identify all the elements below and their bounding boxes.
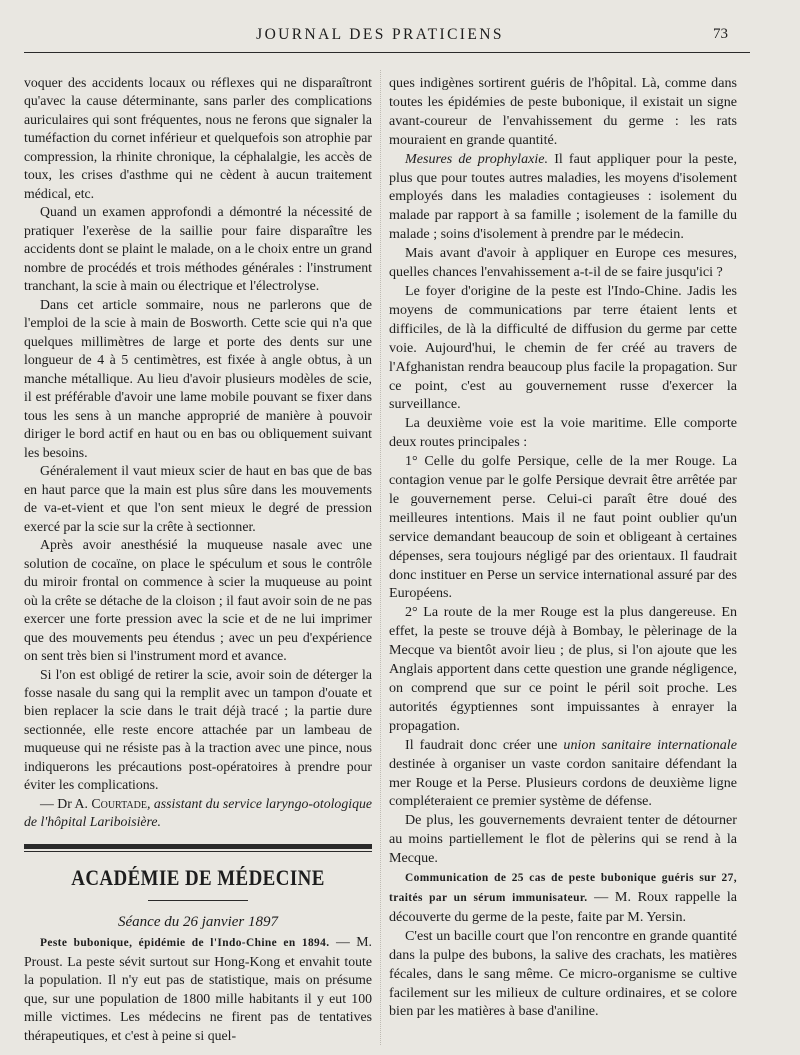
- paragraph: ques indigènes sortirent guéris de l'hôpital. Là, comme dans toutes les épidémies de peste bubonique, il existait un signe avant-coureur de l'envahissement du germe : les rats mouraient en grande quantité.: [389, 75, 737, 148]
- left-column: [24, 74, 372, 1045]
- header-rule: [24, 52, 750, 53]
- paragraph: Mais avant d'avoir à appliquer en Europe ces mesures, quelles chances l'envahissement a-t-il de se faire jusqu'ici ?: [389, 245, 737, 281]
- paragraph: Mesures de prophylaxie. Il faut appliquer pour la peste, plus que pour toutes autres maladies, les moyens d'isolement employés dans les maladies contagieuses : isolement du malade par rapport à sa famille ; isolement de la famille du malade ; soins d'isolement à prendre par le médecin.: [389, 150, 737, 243]
- paragraph: Généralement il vaut mieux scier de haut en bas que de bas en haut parce que la main est plus sûre dans les mouvements de va-et-vient et que l'on sent mieux le degré de pression exercé par la scie sur la crête à sectionner.: [24, 463, 372, 534]
- journal-title: JOURNAL DES PRATICIENS: [256, 26, 504, 43]
- paragraph: Quand un examen approfondi a démontré la nécessité de pratiquer l'exerèse de la saillie pour faire disparaître les accidents dont se plaint le malade, on a le choix entre un grand nombre de procédés et trois méthodes générales : l'instrument tranchant, la scie à main ou électrique et l'électrolyse.: [24, 204, 372, 294]
- column-divider: [380, 70, 381, 1045]
- paragraph: De plus, les gouvernements devraient tenter de détourner au moins partiellement le flot de pèlerins qui se rend à la Mecque.: [389, 812, 737, 867]
- section-rule: [24, 844, 372, 849]
- item-author: M. Roux: [614, 888, 669, 905]
- title-rule: [148, 900, 248, 901]
- page-header: [0, 24, 800, 48]
- item-author: M. Proust.: [24, 934, 372, 969]
- paragraph: Il faudrait donc créer une union sanitaire internationale destinée à organiser un vaste cordon sanitaire défendant la mer Rouge et la Perse. Plusieurs cordons de deuxième ligne compléteraient ce premier système de défense.: [389, 736, 737, 810]
- paragraph: Après avoir anesthésié la muqueuse nasale avec une solution de cocaïne, on place le spéculum et sous le contrôle du miroir frontal on commence à scier la muqueuse au point où la crête se détache de la cloison ; il faut avoir soin de ne pas exercer une forte pression avec la scie et de ne lui imprimer que des mouvements peu étendus ; avec un peu d'expérience on sent très bien si l'instrument mord et avance.: [24, 537, 372, 664]
- paragraph: C'est un bacille court que l'on rencontre en grande quantité dans la pulpe des bubons, la salive des crachats, les matières fécales, dans le sang même. Ce micro-organisme se cultive facilement sur les milieux de culture ordinaires, et se colore bien par les matières à base d'aniline.: [389, 927, 737, 1020]
- right-column: [389, 74, 737, 1021]
- paragraph: Le foyer d'origine de la peste est l'Indo-Chine. Jadis les moyens de communications par terre étaient lents et difficiles, de là la difficulté de diffusion du germe par cette voie. Aujourd'hui, le chemin de fer créé au travers de l'Afghanistan rendra beaucoup plus facile la propagation. Sur ce point, c'est au gouvernement russe d'exercer la surveillance.: [389, 282, 737, 413]
- paragraph: Dans cet article sommaire, nous ne parlerons que de l'emploi de la scie à main de Bosworth. Cette scie qui n'a que quelques millimètres de large et porte des dents sur une longueur de 4 à 5 centimètres, est fixée à angle obtus, à un manche métallique. Au lieu d'avoir plusieurs modèles de scie, il est préférable d'avoir une lame mobile pouvant se fixer dans tous les sens à un manche approprié de manière à pouvoir diriger le bord actif en haut ou en bas ou obliquement suivant les besoins.: [24, 296, 372, 460]
- paragraph: voquer des accidents locaux ou réflexes qui ne disparaîtront qu'avec la cause déterminante, sans parler des complications auriculaires qui sont fréquentes, nous ne ferons que signaler la tuméfaction du cornet inférieur et quelquefois son atrophie par compression, la rhinite chronique, la céphalalgie, les accès de toux, les crises d'asthme qui ne cèdent à aucun traitement médical, etc.: [24, 75, 372, 201]
- author-name: Courtade: [91, 795, 147, 811]
- session-date: Séance du 26 janvier 1897: [118, 913, 278, 930]
- article-signature: — Dr A. Courtade, assistant du service laryngo-otologique de l'hôpital Lariboisière.: [24, 795, 372, 830]
- paragraph: Si l'on est obligé de retirer la scie, avoir soin de déterger la fosse nasale du sang qui la remplit avec un tampon d'ouate et bien replacer la scie dans le trait déjà tracé ; la partie dure sectionnée, elle reste encore attachée par un lambeau de muqueuse qui ne résiste pas à la traction avec une pince, nous indiquerons les précautions post-opératoires à prendre pour éviter les complications.: [24, 666, 372, 793]
- section-title: ACADÉMIE DE MÉDECINE: [71, 864, 325, 890]
- paragraph: La deuxième voie est la voie maritime. Elle comporte deux routes principales :: [389, 415, 737, 451]
- section-rule-thin: [24, 851, 372, 852]
- item-heading: Peste bubonique, épidémie de l'Indo-Chine en 1894.: [40, 937, 330, 950]
- paragraph: 2° La route de la mer Rouge est la plus dangereuse. En effet, la peste se trouve déjà à Bombay, le pèlerinage de la Mecque va bientôt avoir lieu ; de plus, si l'on ajoute que les Anglais apportent dans cette question une grande négligence, on comprend que sur ce point le péril soit proche. Les autorités égyptiennes sont impuissantes à enrayer la propagation.: [389, 604, 737, 734]
- paragraph: 1° Celle du golfe Persique, celle de la mer Rouge. La contagion venue par le golfe Persique devrait être arrêtée par le gouvernement perse. Celui-ci paraît être doué des meilleures intentions. Mais il ne faut point oublier qu'un service demandant beaucoup de soin et obligeant à certaines dépenses, sera toujours négligé par des orientaux. Il faudrait donc instituer en Perse un service international assuré par des Européens.: [389, 453, 737, 602]
- communication-item: Communication de 25 cas de peste bubonique guéris sur 27, traités par un sérum immunisateur. — M. Roux rappelle la découverte du germe de la peste, faite par M. Yersin.: [389, 872, 738, 925]
- page-number: 73: [713, 26, 728, 42]
- item-heading: Communication de 25 cas de peste bubonique guéris sur 27, traités par un sérum immunisateur.: [389, 872, 737, 904]
- communication-item: Peste bubonique, épidémie de l'Indo-Chine en 1894. — M. Proust. La peste sévit surtout sur Hong-Kong et envahit toute la population. Il n'y eut pas de statistique, mais on présume que, sur une population de 1800 mille habitants il y eut 100 mille victimes. Les médecins ne firent pas de tentatives thérapeutiques, et c'est à peine si quel-: [24, 934, 372, 1043]
